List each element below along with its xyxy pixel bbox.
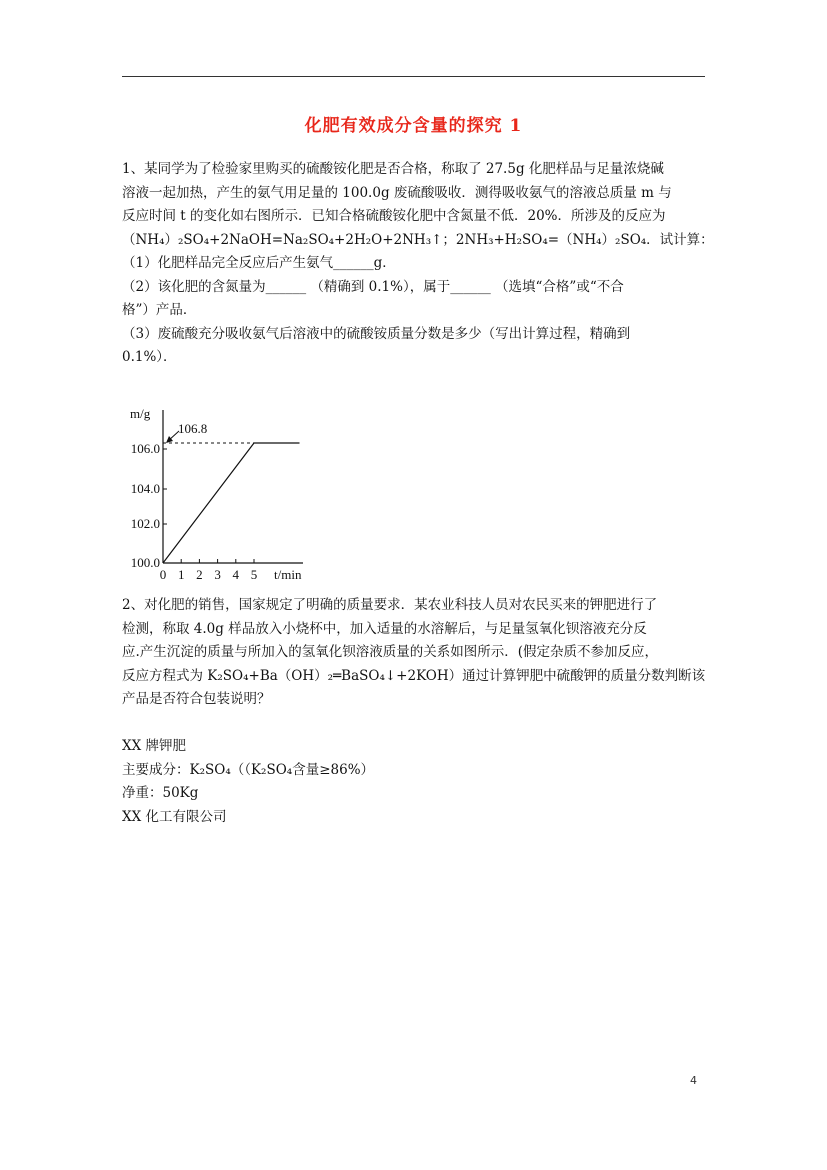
- data-line: [163, 443, 300, 563]
- x-axis-label: t/min: [274, 567, 302, 582]
- x-tick-label: 0: [159, 567, 167, 582]
- x-tick-label: 3: [214, 567, 221, 582]
- question-2-line: 反应方程式为 K₂SO₄+Ba（OH）₂═BaSO₄↓+2KOH）通过计算钾肥中硫酸钾的质量分数判断该: [122, 667, 706, 684]
- product-label-line: XX 牌钾肥: [122, 738, 187, 754]
- question-1-line: 0.1%）．: [122, 349, 177, 365]
- header-rule: [122, 76, 705, 77]
- y-tick-label: 102.0: [130, 516, 160, 531]
- product-label-line: 净重：50Kg: [122, 785, 199, 801]
- document-title: 化肥有效成分含量的探究 1: [304, 116, 523, 136]
- question-1-line: 1、某同学为了检验家里购买的硫酸铵化肥是否合格，称取了 27.5g 化肥样品与足量浓烧碱: [122, 161, 664, 177]
- page-number: 4: [690, 1074, 697, 1087]
- mass-time-chart: [118, 398, 318, 588]
- question-1-line: 溶液一起加热，产生的氨气用足量的 100.0g 废硫酸吸收．测得吸收氨气的溶液总质量 m 与: [122, 184, 672, 201]
- question-1: [122, 158, 712, 370]
- question-2: [122, 594, 712, 712]
- question-1-line: 格”）产品．: [122, 302, 197, 318]
- y-tick-label: 106.0: [130, 441, 160, 456]
- question-2-line: 检测，称取 4.0g 样品放入小烧杯中，加入适量的水溶解后，与足量氢氧化钡溶液充分反: [122, 620, 647, 637]
- question-1-line: （2）该化肥的含氮量为______ （精确到 0.1%），属于______ （选填“合格”或“不合: [122, 278, 624, 295]
- x-tick-label: 2: [196, 567, 203, 582]
- product-label-line: 主要成分：K₂SO₄（（K₂SO₄含量≥86%）: [122, 761, 375, 778]
- x-tick-label: 4: [232, 567, 240, 582]
- x-tick-label: 1: [177, 567, 185, 582]
- y-tick-label: 104.0: [130, 481, 160, 496]
- question-1-line: 反应时间 t 的变化如右图所示．已知合格硫酸铵化肥中含氮量不低．20%．所涉及的反应为: [122, 208, 666, 224]
- question-2-line: 应.产生沉淀的质量与所加入的氢氧化钡溶液质量的关系如图所示．(假定杂质不参加反应，: [122, 644, 659, 660]
- question-1-line: （1）化肥样品完全反应后产生氨气______g．: [122, 255, 396, 271]
- y-axis-label: m/g: [130, 406, 151, 421]
- product-label: [122, 735, 712, 829]
- annotation-label: 106.8: [178, 421, 208, 436]
- question-2-line: 2、对化肥的销售，国家规定了明确的质量要求．某农业科技人员对农民买来的钾肥进行了: [122, 597, 658, 613]
- x-tick-label: 5: [250, 567, 258, 582]
- y-tick-label: 100.0: [130, 555, 160, 570]
- question-2-line: 产品是否符合包装说明？: [122, 691, 271, 707]
- question-1-line: （NH₄）₂SO₄+2NaOH=Na₂SO₄+2H₂O+2NH₃↑；2NH₃+H₂SO₄=（NH₄）₂SO₄．试计算：: [122, 231, 714, 248]
- product-label-line: XX 化工有限公司: [122, 808, 227, 825]
- question-1-line: （3）废硫酸充分吸收氨气后溶液中的硫酸铵质量分数是多少（写出计算过程，精确到: [122, 325, 631, 342]
